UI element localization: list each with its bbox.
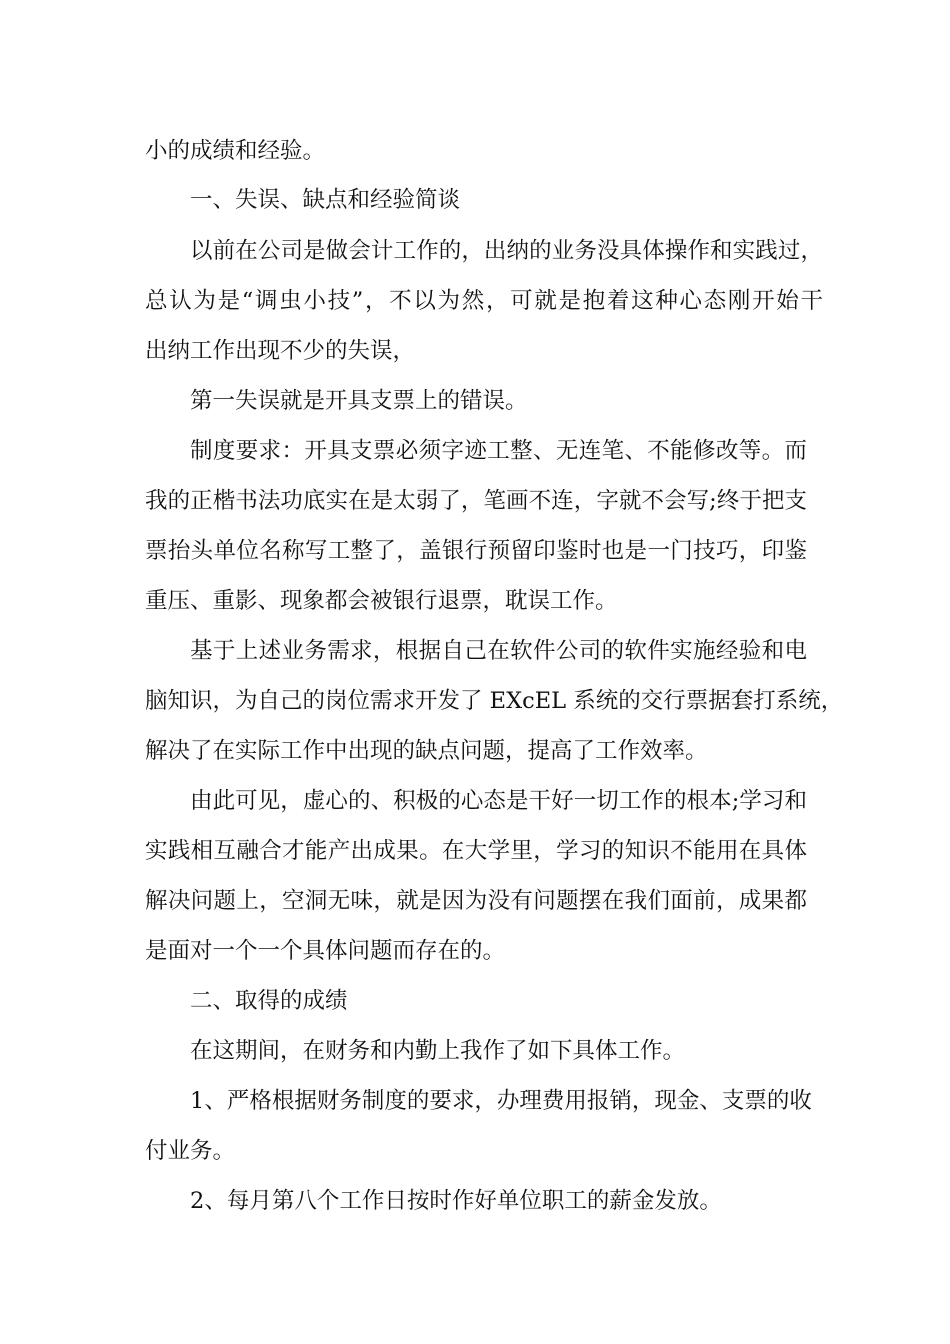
text-line: 第一失误就是开具支票上的错误。 — [190, 388, 528, 414]
text-line: 由此可见，虚心的、积极的心态是干好一切工作的根本;学习和 — [190, 788, 807, 814]
text-line: 重压、重影、现象都会被银行退票，耽误工作。 — [145, 588, 618, 614]
text-line: 出纳工作出现不少的失误， — [145, 338, 416, 364]
text-line: 实践相互融合才能产出成果。在大学里，学习的知识不能用在具体 — [145, 838, 807, 864]
text-line: 解决问题上，空洞无味，就是因为没有问题摆在我们面前，成果都 — [145, 888, 807, 914]
text-line: 以前在公司是做会计工作的，出纳的业务没具体操作和实践过， — [190, 238, 823, 264]
section-heading: 二、取得的成绩 — [190, 988, 348, 1014]
text-line: 制度要求：开具支票必须字迹工整、无连笔、不能修改等。而 — [190, 438, 807, 464]
text-line: 解决了在实际工作中出现的缺点问题，提高了工作效率。 — [145, 738, 708, 764]
text-line: 是面对一个一个具体问题而存在的。 — [145, 938, 506, 964]
list-item: 1、严格根据财务制度的要求，办理费用报销，现金、支票的收 — [190, 1088, 812, 1114]
text-line: 总认为是“调虫小技”，不以为然，可就是抱着这种心态刚开始干 — [145, 288, 823, 314]
text-line: 小的成绩和经验。 — [145, 138, 326, 164]
list-item: 2、每月第八个工作日按时作好单位职工的薪金发放。 — [190, 1188, 722, 1214]
section-heading: 一、失误、缺点和经验简谈 — [190, 187, 461, 213]
text-line: 我的正楷书法功底实在是太弱了，笔画不连，字就不会写;终于把支 — [145, 488, 807, 514]
text-line: 基于上述业务需求，根据自己在软件公司的软件实施经验和电 — [190, 638, 807, 664]
text-line: 票抬头单位名称写工整了，盖银行预留印鉴时也是一门技巧，印鉴 — [145, 538, 807, 564]
text-line: 脑知识，为自己的岗位需求开发了 EXcEL 系统的交行票据套打系统， — [145, 688, 844, 714]
text-line: 在这期间，在财务和内勤上我作了如下具体工作。 — [190, 1038, 686, 1064]
text-line: 付业务。 — [145, 1138, 236, 1164]
